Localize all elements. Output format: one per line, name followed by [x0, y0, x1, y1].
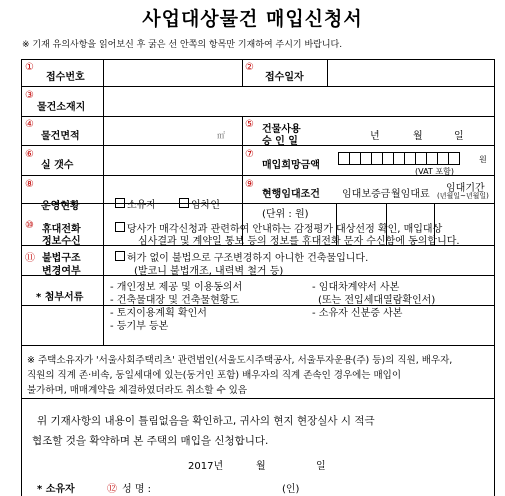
operation-label: 운영현황: [41, 201, 80, 212]
attachment-item: (또는 전입세대열람확인서): [318, 295, 436, 306]
confirm-line-2: 협조할 것을 확약하며 본 주택의 매입을 신청합니다.: [32, 435, 269, 447]
lease-rent-header: 월임대료: [391, 189, 430, 200]
receipt-no-label: 접수번호: [46, 72, 85, 83]
approval-label-2: 승 인 일: [262, 136, 298, 147]
attachment-item: - 임대차계약서 사본: [312, 282, 400, 293]
area-unit: ㎡: [217, 131, 225, 140]
attachment-item: - 소유자 신분증 사본: [312, 308, 403, 319]
approval-label-1: 건물사용: [262, 124, 301, 135]
row-number: ⑩: [25, 220, 34, 231]
location-label: 물건소재지: [37, 102, 86, 113]
owner-label: * 소유자: [37, 484, 75, 495]
row-number: ⑫: [107, 484, 117, 495]
price-label: 매입희망금액: [262, 160, 320, 171]
attachment-item: - 건축물대장 및 건축물현황도: [110, 295, 240, 306]
confirm-day: 일: [316, 461, 326, 472]
attachments-label: * 첨부서류: [36, 292, 84, 303]
lease-period-sub: (년월일~년월일): [437, 192, 489, 200]
row-number: ③: [25, 90, 34, 101]
warning-line-3: 불가하며, 매매계약을 체결하였더라도 취소할 수 있음: [27, 385, 248, 396]
page-title: 사업대상물건 매입신청서: [142, 8, 363, 30]
phone-label-1: 휴대전화: [42, 224, 81, 235]
price-vat: (VAT 포함): [415, 167, 454, 176]
row-number: ⑧: [25, 179, 34, 190]
row-number: ⑨: [245, 179, 254, 190]
row-number: ①: [25, 62, 34, 73]
price-unit: 원: [479, 155, 487, 164]
owner-option: 소유자: [127, 200, 156, 211]
attachment-item: - 개인정보 제공 및 이용동의서: [110, 282, 243, 293]
confirm-year: 2017년: [188, 461, 224, 472]
row-number: ⑦: [245, 149, 254, 160]
approval-year: 년: [370, 131, 380, 142]
lease-label: 현행임대조건: [262, 189, 320, 200]
confirm-month: 월: [256, 461, 266, 472]
owner-seal: (인): [282, 484, 300, 495]
row-number: ⑤: [245, 119, 254, 130]
receipt-date-label: 접수일자: [265, 72, 304, 83]
illegal-label-1: 불법구조: [42, 253, 81, 264]
form-table: [21, 59, 495, 496]
approval-day: 일: [454, 131, 464, 142]
illegal-label-2: 변경여부: [42, 266, 81, 277]
warning-line-1: ※ 주택소유자가 '서울사회주택리츠' 관련법인(서울도시주택공사, 서울투자운용(주) 등)의 직원, 배우자,: [27, 355, 453, 366]
owner-checkbox[interactable]: [115, 198, 125, 208]
tenant-option: 임차인: [191, 200, 220, 211]
owner-name-field[interactable]: 성 명 :: [122, 484, 152, 495]
row-number: ⑥: [25, 149, 34, 160]
row-number: ②: [245, 62, 254, 73]
attachment-item: - 등기부 등본: [110, 321, 169, 332]
approval-month: 월: [413, 131, 423, 142]
illegal-text-2: (발코니 불법개조, 내력벽 철거 등): [134, 266, 284, 277]
area-label: 물건면적: [41, 131, 80, 142]
lease-unit: (단위 : 원): [262, 209, 309, 220]
row-number: ④: [25, 119, 34, 130]
warning-line-2: 직원의 직계 존·비속, 동일세대에 있는(동거인 포함) 배우자의 직계 존속인 경우에는 매입이: [27, 370, 402, 381]
confirm-line-1: 위 기재사항의 내용이 틀림없음을 확인하고, 귀사의 현지 현장실사 시 적극: [37, 415, 375, 427]
illegal-checkbox[interactable]: [115, 251, 125, 261]
phone-label-2: 정보수신: [42, 236, 81, 247]
lease-deposit-header: 임대보증금: [342, 189, 391, 200]
phone-text-1: 당사가 매각신청과 관련하여 안내하는 감정평가 대상선정 확인, 매입대상: [127, 224, 443, 235]
phone-consent-checkbox[interactable]: [115, 222, 125, 232]
tenant-checkbox[interactable]: [179, 198, 189, 208]
row-number: ⑪: [25, 253, 35, 264]
phone-text-2: 심사결과 및 계약일 통보 등의 정보를 휴대전화 문자 수신함에 동의합니다.: [138, 236, 460, 247]
lease-period-header: 임대기간: [446, 183, 485, 194]
rooms-label: 실 갯수: [41, 160, 74, 171]
notice-text: ※ 기재 유의사항을 읽어보신 후 굵은 선 안쪽의 항목만 기재하여 주시기 바랍니다.: [22, 40, 343, 50]
attachment-item: - 토지이용계획 확인서: [110, 308, 207, 319]
illegal-text-1: 허가 없이 불법으로 구조변경하지 아니한 건축물입니다.: [127, 253, 369, 264]
